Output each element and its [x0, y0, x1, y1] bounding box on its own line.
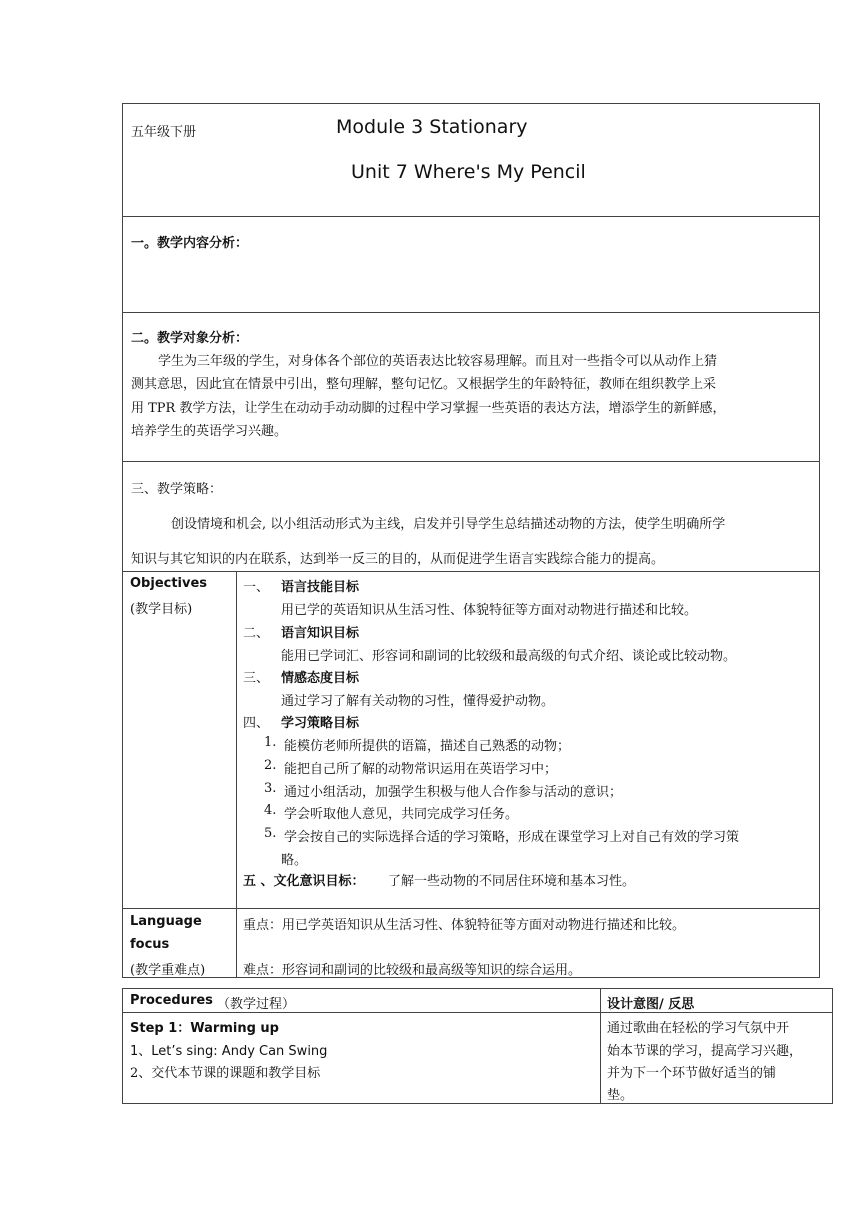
language-focus-label-cn: (教学重难点) [130, 963, 206, 978]
student-analysis-line: 用 TPR 教学方法，让学生在动动手动动脚的过程中学习掌握一些英语的表达方法，增添学生的新鲜感， [131, 401, 726, 416]
step-title: Step 1：Warming up [130, 1021, 279, 1036]
objective-text: 通过学习了解有关动物的习性，懂得爱护动物。 [281, 694, 555, 709]
objective-num: 一、 [243, 580, 270, 595]
objective-title: 语言技能目标 [281, 580, 360, 595]
language-focus-label-2: focus [130, 937, 170, 952]
objective-title: 学习策略目标 [281, 716, 360, 731]
objective-num: 二、 [243, 626, 270, 641]
row-divider [122, 312, 820, 313]
procedures-header-cn: （教学过程） [217, 997, 296, 1012]
student-analysis-line: 测其意思，因此宜在情景中引出，整句理解，整句记忆。又根据学生的年龄特征，教师在组织教学上采 [131, 377, 717, 392]
unit-title: Unit 7 Where's My Pencil [351, 161, 586, 183]
student-analysis-heading: 二。教学对象分析： [131, 331, 249, 346]
row-divider [122, 908, 820, 909]
step-item: 2、交代本节课的课题和教学目标 [130, 1066, 321, 1081]
difficult-point: 难点：形容词和副词的比较级和最高级等知识的综合运用。 [243, 963, 582, 978]
design-line: 始本节课的学习，提高学习兴趣， [607, 1044, 803, 1059]
strategy-item-text: 能模仿老师所提供的语篇，描述自己熟悉的动物； [284, 739, 571, 754]
content-analysis-heading: 一。教学内容分析： [131, 236, 249, 251]
procedures-header: Procedures [130, 993, 213, 1008]
strategy-line: 知识与其它知识的内在联系，达到举一反三的目的，从而促进学生语言实践综合能力的提高。 [131, 552, 665, 567]
strategy-item-num: 4. [264, 803, 277, 818]
objective-num: 三、 [243, 671, 270, 686]
objective-title: 情感态度目标 [281, 671, 360, 686]
strategy-item-text: 学会听取他人意见，共同完成学习任务。 [284, 807, 519, 822]
row-divider [122, 1012, 833, 1013]
strategy-heading: 三、教学策略： [131, 482, 223, 497]
culture-label: 五 、文化意识目标： [243, 874, 365, 889]
column-divider [600, 988, 601, 1104]
objective-num: 四、 [243, 716, 270, 731]
row-divider [122, 461, 820, 462]
grade-label: 五年级下册 [131, 125, 197, 140]
objectives-label-cn: (教学目标) [130, 602, 193, 617]
module-title: Module 3 Stationary [336, 116, 528, 138]
objective-title: 语言知识目标 [281, 626, 360, 641]
strategy-item-num: 3. [264, 781, 277, 796]
design-line: 并为下一个环节做好适当的铺 [607, 1066, 777, 1081]
strategy-item-cont: 略。 [281, 853, 308, 868]
step-item: 1、Let’s sing: Andy Can Swing [130, 1044, 328, 1059]
language-focus-label: Language [130, 914, 202, 929]
design-line: 通过歌曲在轻松的学习气氛中开 [607, 1021, 790, 1036]
objective-text: 能用已学词汇、形容词和副词的比较级和最高级的句式介绍、谈论或比较动物。 [281, 649, 737, 664]
culture-text: 了解一些动物的不同居住环境和基本习性。 [388, 874, 636, 889]
design-header: 设计意图/ 反思 [607, 997, 695, 1012]
strategy-line: 创设情境和机会, 以小组活动形式为主线，启发并引导学生总结描述动物的方法，使学生明确所学 [171, 517, 726, 532]
row-divider [122, 571, 820, 572]
strategy-item-num: 1. [264, 735, 277, 750]
student-analysis-line: 培养学生的英语学习兴趣。 [131, 424, 288, 439]
design-line: 垫。 [607, 1088, 634, 1103]
strategy-item-text: 通过小组活动，加强学生积极与他人合作参与活动的意识； [284, 785, 623, 800]
row-divider [122, 216, 820, 217]
strategy-item-text: 学会按自己的实际选择合适的学习策略，形成在课堂学习上对自己有效的学习策 [284, 830, 740, 845]
strategy-item-num: 5. [264, 826, 277, 841]
strategy-item-num: 2. [264, 758, 277, 773]
column-divider [236, 571, 237, 978]
objective-text: 用已学的英语知识从生活习性、体貌特征等方面对动物进行描述和比较。 [281, 603, 698, 618]
objectives-label: Objectives [130, 576, 208, 591]
key-point: 重点：用已学英语知识从生活习性、体貌特征等方面对动物进行描述和比较。 [243, 918, 686, 933]
strategy-item-text: 能把自己所了解的动物常识运用在英语学习中； [284, 762, 558, 777]
student-analysis-line: 学生为三年级的学生，对身体各个部位的英语表达比较容易理解。而且对一些指令可以从动作上猜 [158, 354, 718, 369]
